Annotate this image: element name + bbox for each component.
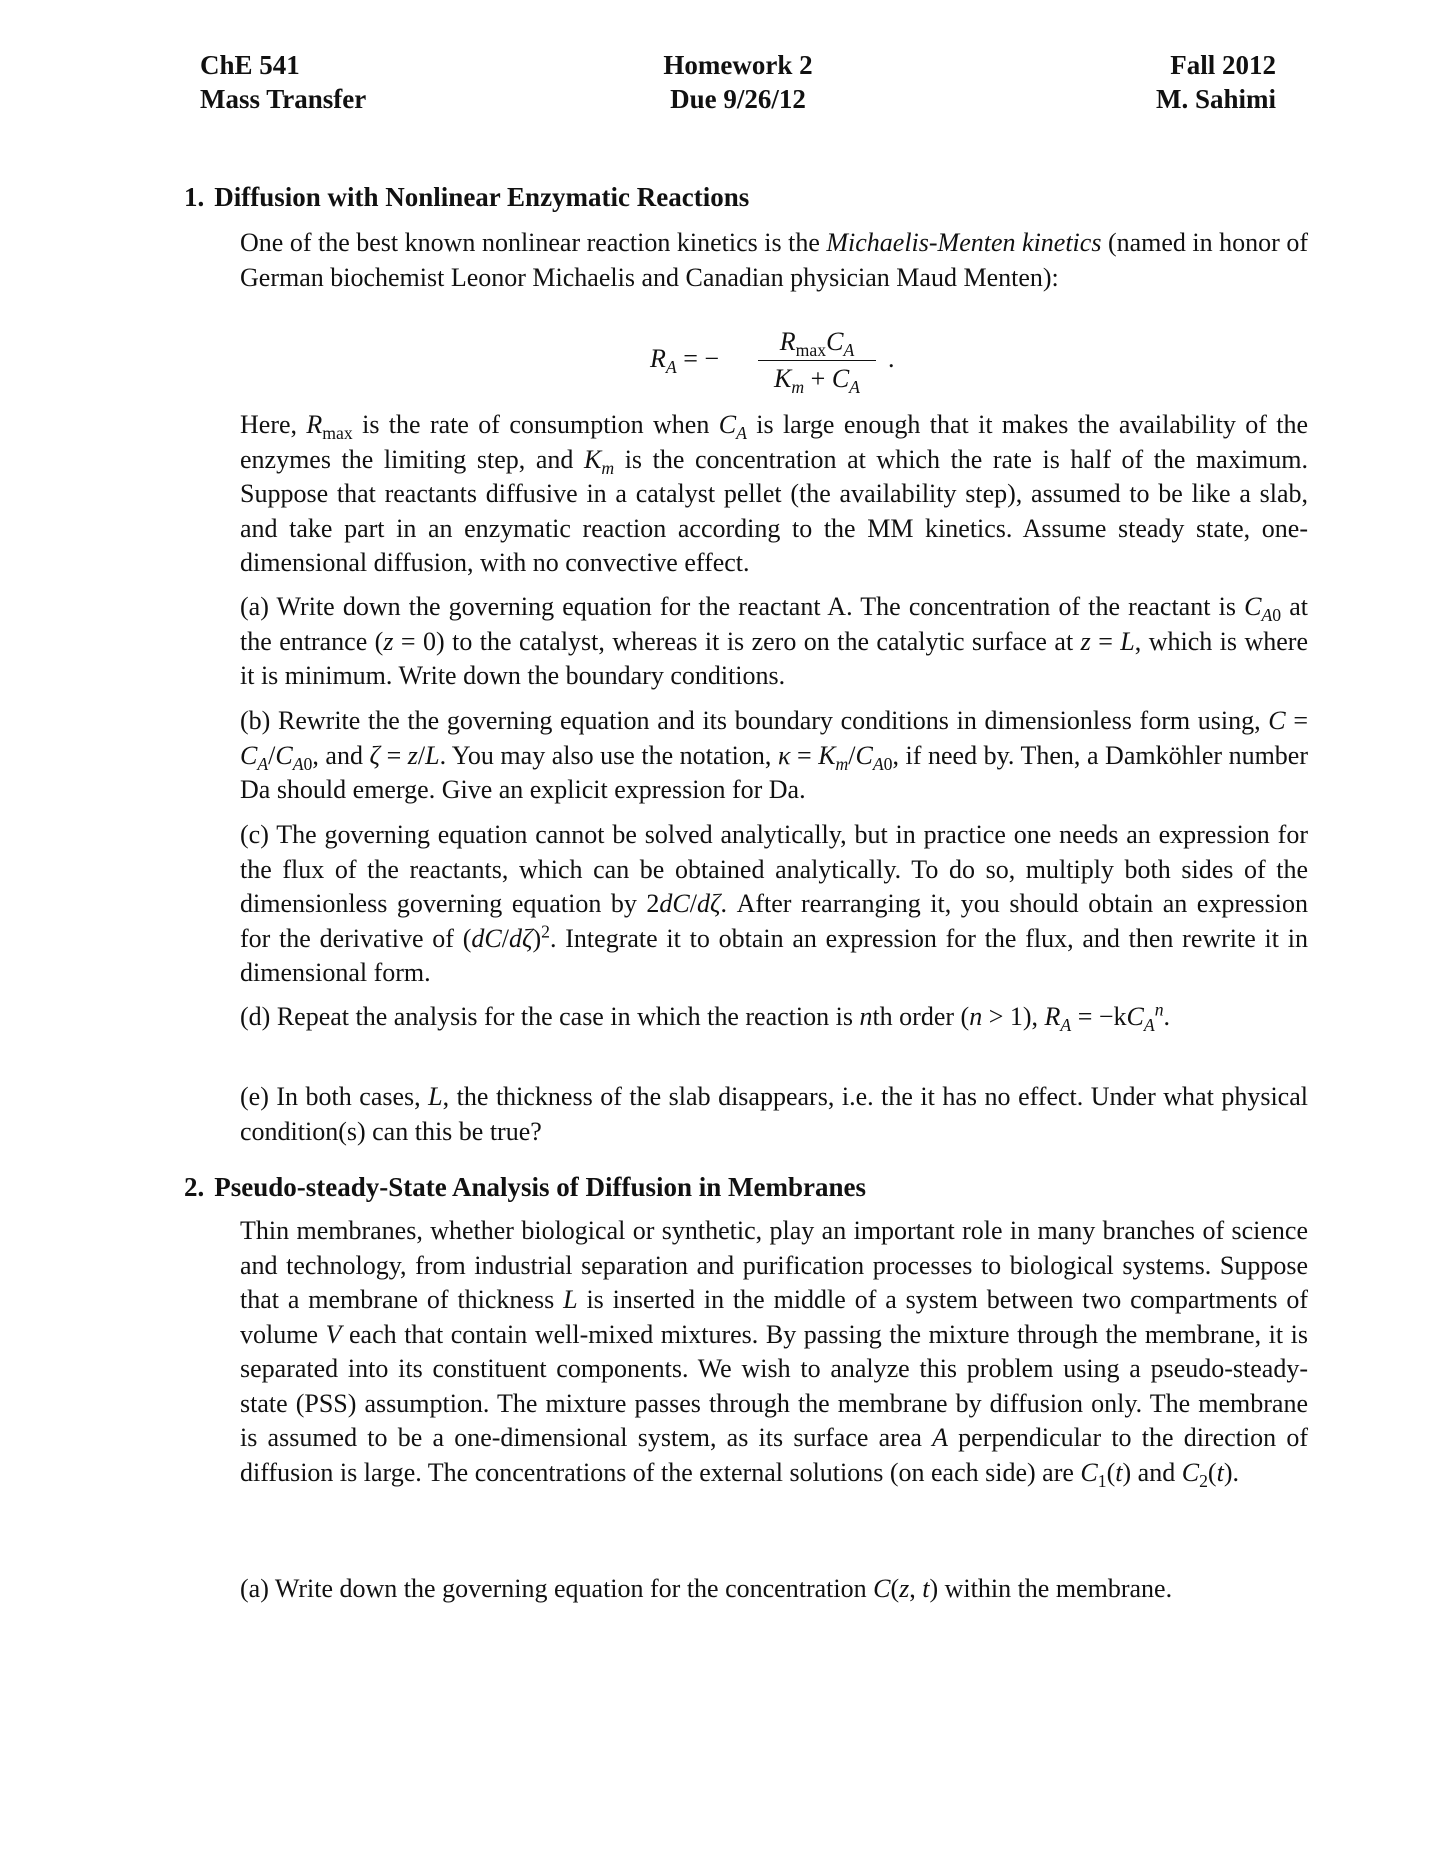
instructor: M. Sahimi <box>1155 84 1276 114</box>
problem-2-part-a: (a) Write down the governing equation for the concentration C(z, t) within the membrane. <box>240 1574 1173 1603</box>
problem-2-heading <box>184 1170 866 1204</box>
document-header <box>200 48 1276 128</box>
course-name: Mass Transfer <box>200 84 367 114</box>
problem-1-explanation: Here, $R_{max}$ is the rate of consumption when $C_A$ is large enough that it makes the availability of the enzymes the limiting step, and $K_m$ is the concentration at which the rate is half of the maximum. Suppose that reactants diffusive in a catalyst pellet (the availability step), assumed to be like a slab, and take part in an enzymatic reaction according to the MM kinetics. Assume steady state, one-dimensional diffusion, with no convective effect. <box>240 410 1308 577</box>
equation-period: . <box>888 344 895 373</box>
problem-1-part-c: (c) The governing equation cannot be solved analytically, but in practice one needs an expression for the flux of the reactants, which can be obtained analytically. To do so, multiply both sides of the dimensionless governing equation by 2dC/dζ. After rearranging it, you should obtain an expression for the derivative of $(dC/d\zeta)^2$. Integrate it to obtain an expression for the flux, and then rewrite it in dimensional form. <box>240 820 1308 987</box>
problem-1-part-e: (e) In both cases, L, the thickness of the slab disappears, i.e. the it has no effect. Under what physical condition(s) can this be true? <box>240 1082 1308 1146</box>
problem-2-title: Pseudo-steady-State Analysis of Diffusion in Membranes <box>214 1172 867 1202</box>
michaelis-menten-equation <box>650 326 910 396</box>
term-info <box>1156 48 1276 116</box>
equation-numerator: $R_{max}C_A$ <box>779 327 855 361</box>
problem-1-part-d: (d) Repeat the analysis for the case in which the reaction is nth order (n > 1), $R_A = -kC_A^n$. <box>240 999 1171 1036</box>
equation-denominator: $K_m + C_A$ <box>774 364 860 398</box>
problem-2-number: 2. <box>184 1172 205 1202</box>
problem-1-part-b: (b) Rewrite the the governing equation and its boundary conditions in dimensionless form using, $C = C_A/C_{A0}$, and ζ = z/L. You may also use the notation, $\kappa = K_m/C_{A0}$, if need by. Then, a Damköhler number Da should emerge. Give an explicit expression for Da. <box>240 706 1308 804</box>
equation-fraction <box>758 326 876 398</box>
problem-1-title: Diffusion with Nonlinear Enzymatic Reactions <box>214 182 750 212</box>
assignment-title: Homework 2 <box>663 50 813 80</box>
problem-1-number: 1. <box>184 182 205 212</box>
term: Fall 2012 <box>1170 50 1276 80</box>
due-date: Due 9/26/12 <box>670 84 806 114</box>
course-code: ChE 541 <box>200 50 300 80</box>
equation-lhs: $R_A$ = − <box>650 344 720 378</box>
problem-1-heading <box>184 180 749 214</box>
problem-2-intro: Thin membranes, whether biological or synthetic, play an important role in many branches of science and technology, from industrial separation and purification processes to biological systems. Suppose that a membrane of thickness L is inserted in the middle of a system between two compartments of volume V each that contain well-mixed mixtures. By passing the mixture through the membrane, it is separated into its constituent components. We wish to analyze this problem using a pseudo-steady-state (PSS) assumption. The mixture passes through the membrane by diffusion only. The membrane is assumed to be a one-dimensional system, as its surface area A perpendicular to the direction of diffusion is large. The concentrations of the external solutions (on each side) are $C_1(t)$ and $C_2(t)$. <box>240 1216 1308 1491</box>
problem-1-intro: One of the best known nonlinear reaction kinetics is the Michaelis-Menten kinetics (named in honor of German biochemist Leonor Michaelis and Canadian physician Maud Menten): <box>240 228 1308 292</box>
problem-1-part-a: (a) Write down the governing equation for the reactant A. The concentration of the reactant is $C_{A0}$ at the entrance (z = 0) to the catalyst, whereas it is zero on the catalytic surface at z = L, which is where it is minimum. Write down the boundary conditions. <box>240 592 1308 690</box>
assignment-info <box>200 48 1276 116</box>
